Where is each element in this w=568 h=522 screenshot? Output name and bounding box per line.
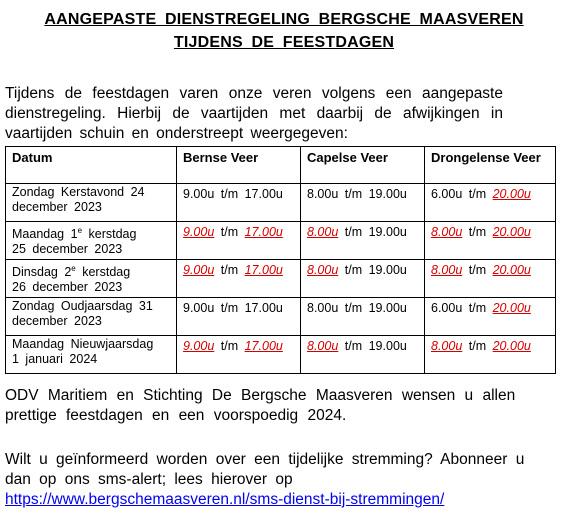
time-from: 8.00u — [307, 301, 339, 315]
table-row — [6, 222, 556, 260]
time-from-deviation: 9.00u — [183, 263, 215, 277]
capelse-time-cell — [301, 222, 425, 260]
capelse-time-cell — [301, 298, 425, 336]
date-cell — [6, 336, 177, 374]
time-sep: t/m — [344, 339, 363, 353]
time-from: 6.00u — [431, 301, 463, 315]
drongelense-time-cell — [425, 336, 556, 374]
time-to-deviation: 20.00u — [492, 339, 531, 353]
date-cell — [6, 298, 177, 336]
bernse-time-cell — [177, 222, 301, 260]
date-line2: 25 december 2023 — [12, 242, 123, 256]
drongelense-time-cell — [425, 298, 556, 336]
time-to: 19.00u — [368, 187, 407, 201]
time-from-deviation: 8.00u — [431, 263, 463, 277]
table-row — [6, 260, 556, 298]
date-line1-rest: kerstdag — [82, 265, 131, 279]
schedule-table — [5, 146, 556, 374]
bernse-time-cell — [177, 298, 301, 336]
time-to-deviation: 17.00u — [244, 225, 283, 239]
date-line2: december 2023 — [12, 200, 102, 214]
time-sep: t/m — [468, 187, 487, 201]
date-superscript: e — [77, 226, 83, 235]
date-cell — [6, 184, 177, 222]
intro-paragraph: Tijdens de feestdagen varen onze veren volgens een aangepaste dienstregeling. Hierbij de vaartijden met daarbij de afwijkingen in vaartijden schuin en onderstreept weergegeven: — [5, 85, 503, 142]
time-to-deviation: 20.00u — [492, 301, 531, 315]
time-from: 6.00u — [431, 187, 463, 201]
time-sep: t/m — [344, 225, 363, 239]
closing-paragraph: ODV Maritiem en Stichting De Bergsche Maasveren wensen u allen prettige feestdagen en een voorspoedig 2024. — [5, 387, 516, 424]
drongelense-time-cell — [425, 260, 556, 298]
time-to: 17.00u — [244, 301, 283, 315]
time-sep: t/m — [220, 225, 239, 239]
time-to-deviation: 20.00u — [492, 187, 531, 201]
date-line1: Zondag Oudjaarsdag 31 — [12, 299, 153, 313]
sms-alert-text: Wilt u geïnformeerd worden over een tijdelijke stremming? Abonneer u dan op ons sms-alert; lees hierover op — [5, 451, 525, 488]
date-line1: Zondag Kerstavond 24 — [12, 185, 145, 199]
time-sep: t/m — [468, 301, 487, 315]
table-row — [6, 336, 556, 374]
time-from: 9.00u — [183, 301, 215, 315]
bernse-time-cell — [177, 336, 301, 374]
table-row — [6, 184, 556, 222]
date-line1: Maandag Nieuwjaarsdag — [12, 337, 154, 351]
time-sep: t/m — [468, 225, 487, 239]
time-sep: t/m — [220, 187, 239, 201]
date-line1: Dinsdag 2 — [12, 265, 72, 279]
page-title: AANGEPASTE DIENSTREGELING BERGSCHE MAASVEREN — [44, 11, 524, 28]
date-cell — [6, 222, 177, 260]
capelse-time-cell — [301, 260, 425, 298]
capelse-time-cell — [301, 184, 425, 222]
time-sep: t/m — [468, 263, 487, 277]
date-line2: december 2023 — [12, 314, 102, 328]
time-to: 17.00u — [244, 187, 283, 201]
time-sep: t/m — [220, 339, 239, 353]
header-bernse-veer: Bernse Veer — [177, 147, 301, 184]
time-sep: t/m — [344, 301, 363, 315]
time-sep: t/m — [220, 301, 239, 315]
drongelense-time-cell — [425, 184, 556, 222]
drongelense-time-cell — [425, 222, 556, 260]
date-line1-rest: kerstdag — [88, 227, 137, 241]
time-from-deviation: 8.00u — [307, 225, 339, 239]
time-from-deviation: 9.00u — [183, 339, 215, 353]
time-sep: t/m — [344, 263, 363, 277]
date-line2: 26 december 2023 — [12, 280, 123, 294]
header-drongelense-veer: Drongelense Veer — [425, 147, 556, 184]
bernse-time-cell — [177, 260, 301, 298]
date-cell — [6, 260, 177, 298]
date-superscript: e — [71, 264, 76, 273]
time-to: 19.00u — [368, 225, 407, 239]
time-from-deviation: 8.00u — [431, 339, 463, 353]
capelse-time-cell — [301, 336, 425, 374]
time-from-deviation: 8.00u — [307, 263, 339, 277]
date-line1: Maandag 1 — [12, 227, 78, 241]
time-to: 19.00u — [368, 339, 407, 353]
time-to-deviation: 17.00u — [244, 263, 283, 277]
time-from: 8.00u — [307, 187, 339, 201]
time-to-deviation: 17.00u — [244, 339, 283, 353]
bernse-time-cell — [177, 184, 301, 222]
time-from-deviation: 9.00u — [183, 225, 215, 239]
sms-alert-link[interactable]: https://www.bergschemaasveren.nl/sms-dienst-bij-stremmingen/ — [5, 491, 445, 508]
date-line2: 1 januari 2024 — [12, 352, 98, 366]
sms-alert-paragraph — [5, 450, 550, 510]
table-header-row — [6, 147, 556, 184]
page-subtitle: TIJDENS DE FEESTDAGEN — [173, 34, 395, 51]
time-to-deviation: 20.00u — [492, 263, 531, 277]
time-sep: t/m — [220, 263, 239, 277]
header-capelse-veer: Capelse Veer — [301, 147, 425, 184]
time-to: 19.00u — [368, 301, 407, 315]
time-from-deviation: 8.00u — [307, 339, 339, 353]
header-datum: Datum — [6, 147, 177, 184]
time-to: 19.00u — [368, 263, 407, 277]
time-sep: t/m — [468, 339, 487, 353]
time-from-deviation: 8.00u — [431, 225, 463, 239]
time-to-deviation: 20.00u — [492, 225, 531, 239]
time-sep: t/m — [344, 187, 363, 201]
time-from: 9.00u — [183, 187, 215, 201]
table-row — [6, 298, 556, 336]
